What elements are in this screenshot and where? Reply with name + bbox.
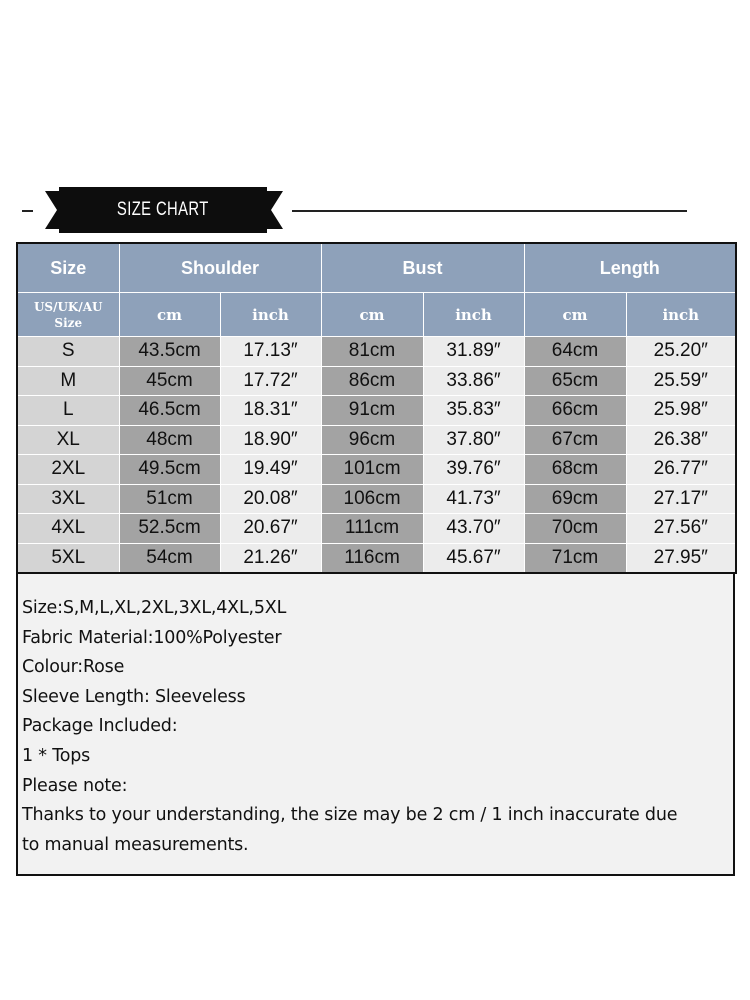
info-line: Fabric Material:100%Polyester [22,627,282,648]
info-line: to manual measurements. [22,834,249,855]
info-line: Package Included: [22,716,178,737]
measurement-cell: 70cm [524,514,626,544]
size-table [16,242,737,574]
table-row [17,337,736,367]
measurement-cell: 68cm [524,455,626,485]
measurement-cell: 49.5cm [119,455,220,485]
measurement-cell: 71cm [524,543,626,573]
table-row [17,425,736,455]
size-cell: 4XL [17,514,119,544]
header-bust: Bust [321,243,524,293]
measurement-cell: 31.89″ [423,337,524,367]
measurement-cell: 20.08″ [220,484,321,514]
measurement-cell: 96cm [321,425,423,455]
size-cell: 3XL [17,484,119,514]
product-info-box [16,574,735,876]
subheader-unit: inch [423,293,524,337]
measurement-cell: 21.26″ [220,543,321,573]
measurement-cell: 20.67″ [220,514,321,544]
subheader-unit: cm [321,293,423,337]
measurement-cell: 27.95″ [626,543,736,573]
size-cell: 2XL [17,455,119,485]
header-shoulder: Shoulder [119,243,321,293]
measurement-cell: 43.70″ [423,514,524,544]
info-line: Thanks to your understanding, the size may be 2 cm / 1 inch inaccurate due [22,805,678,826]
measurement-cell: 45cm [119,366,220,396]
subheader-unit: inch [626,293,736,337]
subheader-size-line1: US/UK/AU [33,299,103,314]
subheader-unit: cm [119,293,220,337]
measurement-cell: 48cm [119,425,220,455]
measurement-cell: 25.59″ [626,366,736,396]
measurement-cell: 19.49″ [220,455,321,485]
measurement-cell: 25.98″ [626,396,736,426]
header-size: Size [17,243,119,293]
subheader-size [17,293,119,337]
size-cell: M [17,366,119,396]
measurement-cell: 27.56″ [626,514,736,544]
table-row [17,396,736,426]
size-chart-banner [0,187,750,235]
measurement-cell: 86cm [321,366,423,396]
left-dash [22,210,33,212]
measurement-cell: 26.38″ [626,425,736,455]
measurement-cell: 65cm [524,366,626,396]
measurement-cell: 66cm [524,396,626,426]
measurement-cell: 33.86″ [423,366,524,396]
table-row [17,366,736,396]
measurement-cell: 116cm [321,543,423,573]
measurement-cell: 41.73″ [423,484,524,514]
table-row [17,484,736,514]
measurement-cell: 46.5cm [119,396,220,426]
measurement-cell: 91cm [321,396,423,426]
ribbon-band [59,187,267,233]
divider-line [292,210,687,212]
size-cell: XL [17,425,119,455]
measurement-cell: 37.80″ [423,425,524,455]
info-line: Please note: [22,775,128,796]
banner-title: SIZE CHART [117,199,209,220]
measurement-cell: 106cm [321,484,423,514]
measurement-cell: 45.67″ [423,543,524,573]
measurement-cell: 35.83″ [423,396,524,426]
table-header-row [17,243,736,293]
size-cell: L [17,396,119,426]
subheader-unit: cm [524,293,626,337]
measurement-cell: 43.5cm [119,337,220,367]
measurement-cell: 51cm [119,484,220,514]
size-cell: S [17,337,119,367]
measurement-cell: 54cm [119,543,220,573]
info-line: 1 * Tops [22,745,91,766]
measurement-cell: 52.5cm [119,514,220,544]
measurement-cell: 67cm [524,425,626,455]
measurement-cell: 26.77″ [626,455,736,485]
measurement-cell: 39.76″ [423,455,524,485]
table-body [17,337,736,574]
measurement-cell: 111cm [321,514,423,544]
measurement-cell: 81cm [321,337,423,367]
size-cell: 5XL [17,543,119,573]
table-row [17,455,736,485]
product-info-lines [22,594,730,860]
measurement-cell: 27.17″ [626,484,736,514]
info-line: Colour:Rose [22,657,125,678]
info-line: Sleeve Length: Sleeveless [22,686,246,707]
table-row [17,543,736,573]
measurement-cell: 17.72″ [220,366,321,396]
measurement-cell: 17.13″ [220,337,321,367]
measurement-cell: 69cm [524,484,626,514]
header-length: Length [524,243,736,293]
info-line: Size:S,M,L,XL,2XL,3XL,4XL,5XL [22,598,287,618]
measurement-cell: 18.31″ [220,396,321,426]
measurement-cell: 25.20″ [626,337,736,367]
table-subheader-row [17,293,736,337]
subheader-size-line2: Size [54,315,83,330]
measurement-cell: 64cm [524,337,626,367]
measurement-cell: 18.90″ [220,425,321,455]
measurement-cell: 101cm [321,455,423,485]
subheader-unit: inch [220,293,321,337]
table-row [17,514,736,544]
